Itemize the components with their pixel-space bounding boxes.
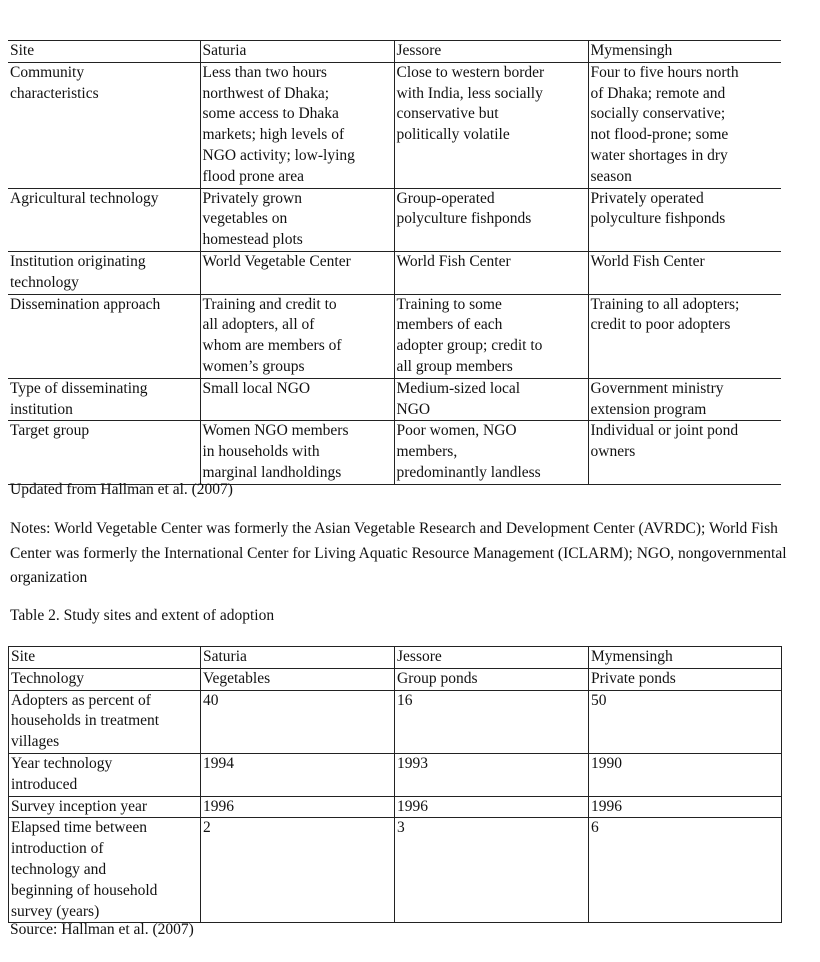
table-2: [8, 646, 782, 923]
table-cell: Saturia: [201, 647, 395, 669]
table-cell: Privately operated polyculture fishponds: [588, 188, 781, 251]
table-cell: Privately grown vegetables on homestead plots: [200, 188, 394, 251]
table-cell: Group-operated polyculture fishponds: [394, 188, 588, 251]
table-cell: Saturia: [200, 41, 394, 63]
row-header-cell: Target group: [8, 421, 200, 484]
table-cell: 16: [395, 690, 589, 753]
table-cell: Mymensingh: [588, 41, 781, 63]
table-cell: 1990: [589, 753, 782, 796]
table-cell: World Vegetable Center: [200, 251, 394, 294]
table-2-body: [9, 647, 782, 923]
table-row: [9, 647, 782, 669]
table-row: [8, 251, 781, 294]
row-header-cell: Year technology introduced: [9, 753, 201, 796]
table-cell: Training and credit to all adopters, all of whom are members of women’s groups: [200, 294, 394, 378]
table-cell: Private ponds: [589, 668, 782, 690]
table-cell: Vegetables: [201, 668, 395, 690]
table-row: [8, 421, 781, 484]
table-cell: 50: [589, 690, 782, 753]
table-row: [9, 796, 782, 818]
table-cell: World Fish Center: [588, 251, 781, 294]
row-header-cell: Dissemination approach: [8, 294, 200, 378]
table-1: [8, 40, 781, 485]
table-cell: Jessore: [395, 647, 589, 669]
table-cell: Training to some members of each adopter group; credit to all group members: [394, 294, 588, 378]
table-cell: Close to western border with India, less socially conservative but politically volatile: [394, 62, 588, 188]
table-row: [8, 62, 781, 188]
table-2-source: Source: Hallman et al. (2007): [10, 921, 194, 938]
table-cell: 1996: [201, 796, 395, 818]
table-cell: Group ponds: [395, 668, 589, 690]
table-cell: 1996: [395, 796, 589, 818]
table-row: [8, 294, 781, 378]
table-cell: Training to all adopters; credit to poor adopters: [588, 294, 781, 378]
table-2-caption: Table 2. Study sites and extent of adoption: [10, 607, 275, 624]
table-cell: Government ministry extension program: [588, 378, 781, 421]
table-cell: Jessore: [394, 41, 588, 63]
table-cell: Four to five hours north of Dhaka; remote and socially conservative; not flood-prone; some water shortages in dry season: [588, 62, 781, 188]
table-cell: Small local NGO: [200, 378, 394, 421]
table-cell: Medium-sized local NGO: [394, 378, 588, 421]
table-row: [9, 818, 782, 923]
row-header-cell: Technology: [9, 668, 201, 690]
table-cell: 1993: [395, 753, 589, 796]
row-header-cell: Site: [8, 41, 200, 63]
row-header-cell: Site: [9, 647, 201, 669]
table-cell: 6: [589, 818, 782, 923]
table-row: [8, 188, 781, 251]
row-header-cell: Community characteristics: [8, 62, 200, 188]
row-header-cell: Elapsed time between introduction of technology and beginning of household survey (years): [9, 818, 201, 923]
table-cell: Individual or joint pond owners: [588, 421, 781, 484]
table-row: [9, 668, 782, 690]
table-cell: 2: [201, 818, 395, 923]
table-1-body: [8, 41, 781, 485]
table-row: [8, 378, 781, 421]
row-header-cell: Agricultural technology: [8, 188, 200, 251]
table-row: [9, 753, 782, 796]
table-cell: Less than two hours northwest of Dhaka; some access to Dhaka markets; high levels of NGO activity; low-lying flood prone area: [200, 62, 394, 188]
table-cell: Mymensingh: [589, 647, 782, 669]
table-cell: 1994: [201, 753, 395, 796]
table-cell: 1996: [589, 796, 782, 818]
table-cell: Women NGO members in households with marginal landholdings: [200, 421, 394, 484]
table-row: [9, 690, 782, 753]
row-header-cell: Survey inception year: [9, 796, 201, 818]
table-cell: 3: [395, 818, 589, 923]
row-header-cell: Type of disseminating institution: [8, 378, 200, 421]
table-cell: World Fish Center: [394, 251, 588, 294]
table-row: [8, 41, 781, 63]
table-cell: Poor women, NGO members, predominantly landless: [394, 421, 588, 484]
table-1-source: Updated from Hallman et al. (2007): [10, 481, 233, 498]
table-cell: 40: [201, 690, 395, 753]
table-notes: Notes: World Vegetable Center was formerly the Asian Vegetable Research and Development Center (AVRDC); World Fish Center was formerly the International Center for Living Aquatic Resource Management (ICLARM); NGO, nongovernmental organization: [10, 520, 787, 586]
row-header-cell: Institution originating technology: [8, 251, 200, 294]
row-header-cell: Adopters as percent of households in treatment villages: [9, 690, 201, 753]
